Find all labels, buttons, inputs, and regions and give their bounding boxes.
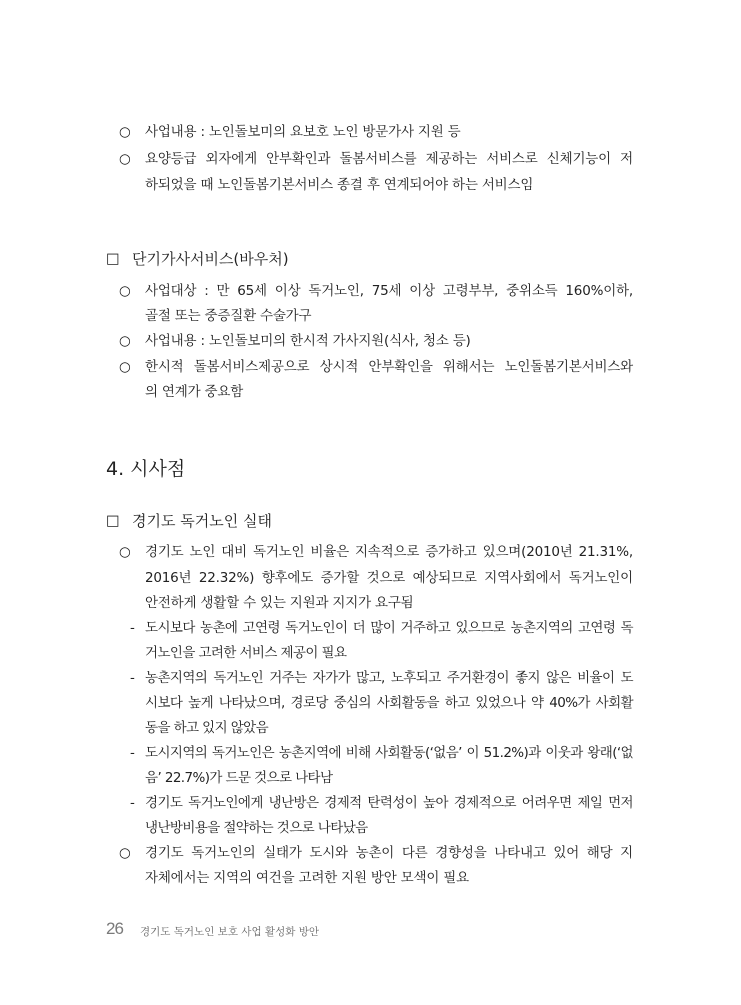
dash-bullet: - (130, 795, 135, 811)
box-bullet: □ (106, 513, 120, 529)
circle-bullet: ○ (119, 151, 131, 167)
running-footer-title: 경기도 독거노인 보호 사업 활성화 방안 (140, 926, 319, 938)
dash-bullet: - (130, 620, 135, 636)
body-text-line: 하되었을 때 노인돌봄기본서비스 종결 후 연계되어야 하는 서비스임 (145, 177, 534, 193)
body-text-line: 경기도 독거노인의 실태가 도시와 농촌이 다른 경향성을 나타내고 있어 해당 지 (145, 845, 633, 861)
body-text-line: 안전하게 생활할 수 있는 지원과 지지가 요구됨 (145, 595, 414, 611)
body-text-line: 동을 하고 있지 않았음 (145, 720, 269, 736)
dash-bullet: - (130, 745, 135, 761)
body-text-line: 시보다 높게 나타났으며, 경로당 중심의 사회활동을 하고 있었으나 약 40%가 사회활 (145, 695, 633, 711)
box-bullet: □ (106, 251, 120, 267)
body-text-line: 사업대상 : 만 65세 이상 독거노인, 75세 이상 고령부부, 중위소득 160%이하, (145, 283, 633, 299)
body-text-line: 경기도 노인 대비 독거노인 비율은 지속적으로 증가하고 있으며(2010년 21.31%, (145, 544, 633, 560)
body-text-line: 요양등급 외자에게 안부확인과 돌봄서비스를 제공하는 서비스로 신체기능이 저 (145, 151, 633, 167)
circle-bullet: ○ (119, 124, 131, 140)
body-text-line: 2016년 22.32%) 향후에도 증가할 것으로 예상되므로 지역사회에서 독거노인이 (145, 570, 633, 586)
body-text-line: 도시보다 농촌에 고연령 독거노인이 더 많이 거주하고 있으므로 농촌지역의 고연령 독 (145, 620, 633, 636)
body-text-line: 자체에서는 지역의 여건을 고려한 지원 방안 모색이 필요 (145, 870, 469, 886)
body-text-line: 의 연계가 중요함 (145, 384, 244, 400)
body-text-line: 한시적 돌봄서비스제공으로 상시적 안부확인을 위해서는 노인돌봄기본서비스와 (145, 359, 633, 375)
body-text-line: 농촌지역의 독거노인 거주는 자가가 많고, 노후되고 주거환경이 좋지 않은 비율이 도 (145, 670, 633, 686)
body-text-line: 도시지역의 독거노인은 농촌지역에 비해 사회활동(‘없음’ 이 51.2%)과 이웃과 왕래(‘없 (145, 745, 633, 761)
body-text-line: 냉난방비용을 절약하는 것으로 나타났음 (145, 820, 368, 836)
body-text-line: 사업내용 : 노인돌보미의 한시적 가사지원(식사, 청소 등) (145, 333, 471, 349)
section-heading: 단기가사서비스(바우처) (132, 250, 289, 268)
dash-bullet: - (130, 670, 135, 686)
page-number: 26 (106, 919, 123, 938)
circle-bullet: ○ (119, 845, 131, 861)
circle-bullet: ○ (119, 544, 131, 560)
body-text-line: 사업내용 : 노인돌보미의 요보호 노인 방문가사 지원 등 (145, 124, 461, 140)
circle-bullet: ○ (119, 333, 131, 349)
chapter-heading: 4. 시사점 (106, 458, 186, 480)
section-heading: 경기도 독거노인 실태 (132, 512, 272, 530)
body-text-line: 거노인을 고려한 서비스 제공이 필요 (145, 645, 347, 661)
body-text-line: 골절 또는 중증질환 수술가구 (145, 308, 312, 324)
circle-bullet: ○ (119, 283, 131, 299)
body-text-line: 음’ 22.7%)가 드문 것으로 나타남 (145, 770, 333, 786)
body-text-line: 경기도 독거노인에게 냉난방은 경제적 탄력성이 높아 경제적으로 어려우면 제일 먼저 (145, 795, 633, 811)
circle-bullet: ○ (119, 359, 131, 375)
